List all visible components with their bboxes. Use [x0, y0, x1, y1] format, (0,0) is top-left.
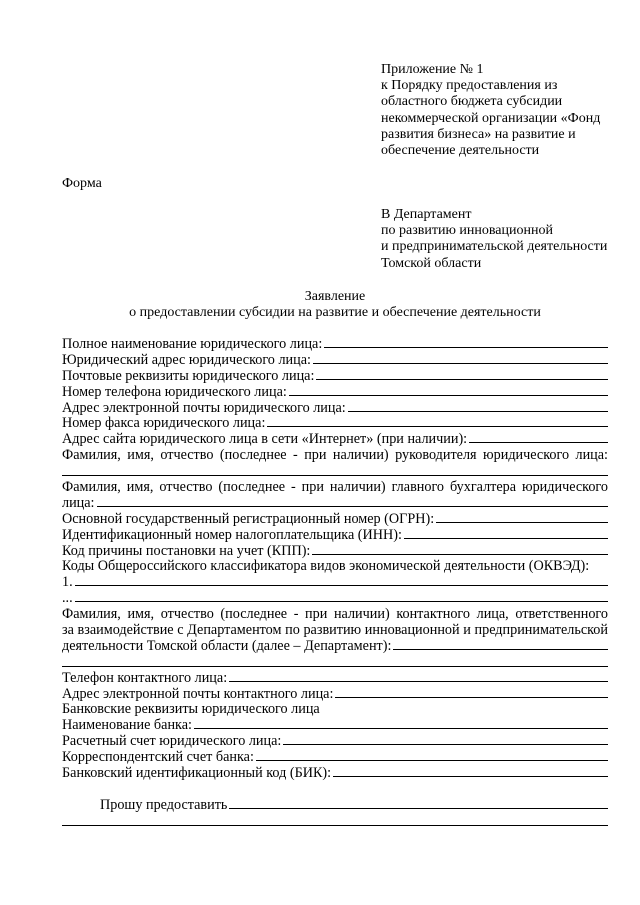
field-label: лица:	[62, 494, 95, 511]
field-label: Корреспондентский счет банка:	[62, 749, 254, 766]
field-label: Основной государственный регистрационный номер (ОГРН):	[62, 510, 435, 527]
field-phone	[62, 384, 608, 400]
appendix-line: областного бюджета субсидии	[381, 94, 563, 110]
field-corr-account	[62, 749, 608, 765]
spacer	[62, 789, 608, 797]
field-bank-name	[62, 717, 608, 733]
contact-input[interactable]	[393, 638, 608, 650]
request-input-extra[interactable]	[62, 813, 608, 829]
field-label: Код причины постановки на учет (КПП):	[62, 542, 311, 559]
appendix-line: развития бизнеса» на развитие и	[381, 126, 576, 142]
field-legal-address	[62, 352, 608, 368]
field-kpp	[62, 543, 608, 559]
field-contact-phone	[62, 670, 608, 686]
field-fax	[62, 415, 608, 431]
field-postal	[62, 368, 608, 384]
accountant-input[interactable]	[97, 495, 608, 507]
account-input[interactable]	[283, 733, 608, 745]
recipient-block	[381, 207, 631, 272]
underline	[62, 474, 608, 476]
email-input[interactable]	[348, 400, 608, 412]
field-label: Номер телефона юридического лица:	[62, 383, 287, 400]
title-heading: Заявление	[304, 289, 366, 304]
website-input[interactable]	[469, 431, 608, 443]
contact-email-input[interactable]	[335, 686, 608, 698]
appendix-line: Приложение № 1	[381, 62, 484, 77]
field-label: Юридический адрес юридического лица:	[62, 351, 311, 368]
field-label: Наименование банка:	[62, 717, 192, 734]
field-label: Банковский идентификационный код (БИК):	[62, 765, 332, 782]
field-label: 1.	[62, 574, 73, 591]
underline	[62, 824, 608, 826]
head-name-input[interactable]	[62, 463, 608, 479]
field-accountant	[62, 495, 608, 511]
bik-input[interactable]	[333, 765, 608, 777]
corr-account-input[interactable]	[256, 749, 608, 761]
field-okved-label	[62, 558, 608, 574]
okved-1-input[interactable]	[75, 574, 608, 586]
field-contact-email	[62, 686, 608, 702]
recipient-line: по развитию инновационной	[381, 223, 553, 239]
field-website	[62, 431, 608, 447]
bank-details-heading	[62, 701, 608, 717]
field-label: деятельности Томской области (далее – Департамент):	[62, 637, 392, 654]
field-inn	[62, 527, 608, 543]
field-okved-1	[62, 574, 608, 590]
field-account	[62, 733, 608, 749]
document-title	[62, 289, 608, 321]
underline	[62, 665, 608, 667]
field-label: Почтовые реквизиты юридического лица:	[62, 367, 315, 384]
ogrn-input[interactable]	[436, 511, 608, 523]
recipient-line: и предпринимательской деятельности	[381, 239, 608, 255]
contact-input-extra[interactable]	[62, 654, 608, 670]
field-contact-label-2: за взаимодействие с Департаментом по развитию инновационной и предпринимательской	[62, 622, 608, 639]
field-label: Банковские реквизиты юридического лица	[62, 701, 320, 718]
postal-input[interactable]	[316, 368, 608, 380]
field-accountant-label: Фамилия, имя, отчество (последнее - при наличии) главного бухгалтера юридического	[62, 479, 608, 496]
field-okved-more	[62, 590, 608, 606]
field-head-name-label: Фамилия, имя, отчество (последнее - при наличии) руководителя юридического лица:	[62, 447, 608, 464]
appendix-header	[381, 62, 626, 159]
appendix-line: некоммерческой организации «Фонд	[381, 110, 601, 126]
field-request	[62, 797, 608, 813]
legal-address-input[interactable]	[313, 352, 608, 364]
full-name-input[interactable]	[324, 336, 608, 348]
appendix-line: к Порядку предоставления из	[381, 78, 558, 94]
field-label: Коды Общероссийского классификатора видов экономической деятельности (ОКВЭД):	[62, 558, 590, 575]
field-label: Полное наименование юридического лица:	[62, 336, 323, 352]
field-label: Адрес сайта юридического лица в сети «Интернет» (при наличии):	[62, 431, 468, 448]
inn-input[interactable]	[404, 527, 608, 539]
spacer	[62, 781, 608, 789]
contact-phone-input[interactable]	[229, 670, 608, 682]
field-contact-label-1: Фамилия, имя, отчество (последнее - при наличии) контактного лица, ответственного	[62, 606, 608, 623]
kpp-input[interactable]	[312, 543, 608, 555]
bank-name-input[interactable]	[194, 717, 608, 729]
field-label: Расчетный счет юридического лица:	[62, 733, 282, 750]
field-label: Идентификационный номер налогоплательщика (ИНН):	[62, 526, 402, 543]
field-label: Телефон контактного лица:	[62, 669, 228, 686]
fax-input[interactable]	[267, 415, 608, 427]
application-form	[62, 336, 608, 829]
field-label: ...	[62, 590, 73, 607]
field-full-name	[62, 336, 608, 352]
appendix-line: обеспечение деятельности	[381, 143, 540, 159]
recipient-line: В Департамент	[381, 207, 472, 222]
field-label: Прошу предоставить	[100, 796, 228, 813]
field-contact	[62, 638, 608, 654]
field-label: Адрес электронной почты контактного лица:	[62, 685, 334, 702]
field-label: Номер факса юридического лица:	[62, 415, 266, 432]
okved-more-input[interactable]	[75, 590, 608, 602]
field-bik	[62, 765, 608, 781]
field-ogrn	[62, 511, 608, 527]
request-input[interactable]	[229, 797, 608, 809]
phone-input[interactable]	[289, 384, 608, 396]
field-label: Адрес электронной почты юридического лица:	[62, 399, 346, 416]
title-subtitle: о предоставлении субсидии на развитие и обеспечение деятельности	[129, 305, 541, 320]
form-label: Форма	[62, 176, 102, 191]
field-email	[62, 400, 608, 416]
recipient-line: Томской области	[381, 255, 482, 271]
